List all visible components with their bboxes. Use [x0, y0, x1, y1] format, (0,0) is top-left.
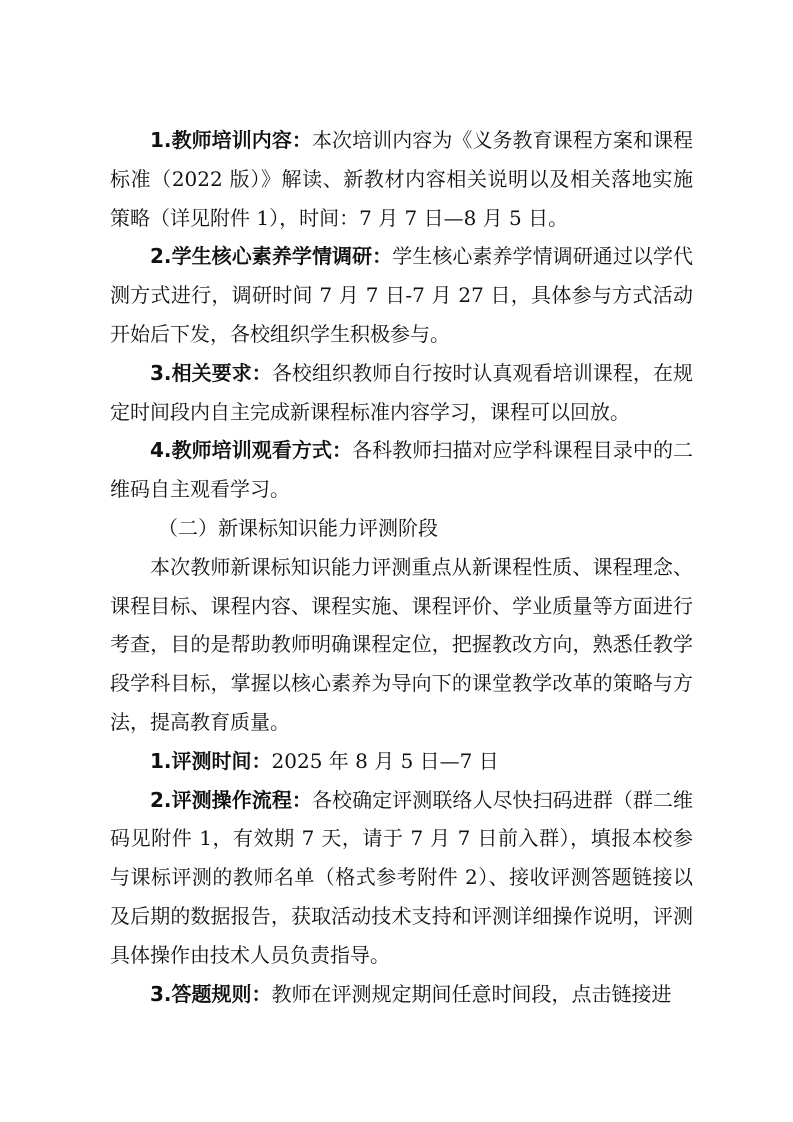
paragraph-assessment-overview: [110, 548, 693, 742]
paragraph-viewing-method: [110, 431, 693, 509]
paragraph-requirements: [110, 354, 693, 432]
paragraph-heading: 3.答题规则：: [150, 981, 272, 1006]
paragraph-heading: 1.教师培训内容：: [150, 128, 312, 152]
paragraph-heading: 3.相关要求：: [150, 360, 272, 385]
paragraph-text: 各科教师扫描对应学科课程目录中的二维码自主观看学习。: [110, 438, 694, 502]
paragraph-text: 2025 年 8 月 5 日—7 日: [271, 748, 499, 773]
paragraph-assessment-process: [110, 781, 693, 975]
paragraph-heading: 2.评测操作流程：: [150, 787, 312, 812]
paragraph-text: 本次教师新课标知识能力评测重点从新课程性质、课程理念、课程目标、课程内容、课程实施、课程评价、学业质量等方面进行考查，目的是帮助教师明确课程定位，把握教改方向，熟悉任教学段学科目标，掌握以核心素养为导向下的课堂教学改革的策略与方法，提高教育质量。: [110, 554, 693, 734]
paragraph-heading: 2.学生核心素养学情调研：: [150, 244, 393, 269]
paragraph-student-survey: [110, 237, 693, 353]
paragraph-text: 学生核心素养学情调研通过以学代测方式进行，调研时间 7 月 7 日-7 月 27 日，具体参与方式活动开始后下发，各校组织学生积极参与。: [110, 244, 694, 346]
paragraph-text: 各校确定评测联络人尽快扫码进群（群二维码见附件 1，有效期 7 天，请于 7 月 7 日前入群），填报本校参与课标评测的教师名单（格式参考附件 2）、接收评测答题链接以及后期的数据报告，获取活动技术支持和评测详细操作说明，评测具体操作由技术人员负责指导。: [110, 787, 694, 967]
paragraph-text: 教师在评测规定期间任意时间段，点击链接进: [271, 981, 672, 1006]
paragraph-text: 各校组织教师自行按时认真观看培训课程，在规定时间段内自主完成新课程标准内容学习，课程可以回放。: [110, 360, 694, 424]
paragraph-heading: 1.评测时间：: [150, 748, 272, 773]
paragraph-training-content: [110, 121, 693, 237]
paragraph-text: 本次培训内容为《义务教育课程方案和课程标准（2022 版）》解读、新教材内容相关说明以及相关落地实施策略（详见附件 1），时间：7 月 7 日—8 月 5 日。: [110, 128, 694, 230]
paragraph-answer-rules: [110, 975, 693, 1014]
section-heading-text: （二）新课标知识能力评测阶段: [158, 515, 438, 540]
section-heading: [110, 509, 693, 548]
paragraph-heading: 4.教师培训观看方式：: [150, 438, 353, 463]
paragraph-assessment-time: [110, 742, 693, 781]
